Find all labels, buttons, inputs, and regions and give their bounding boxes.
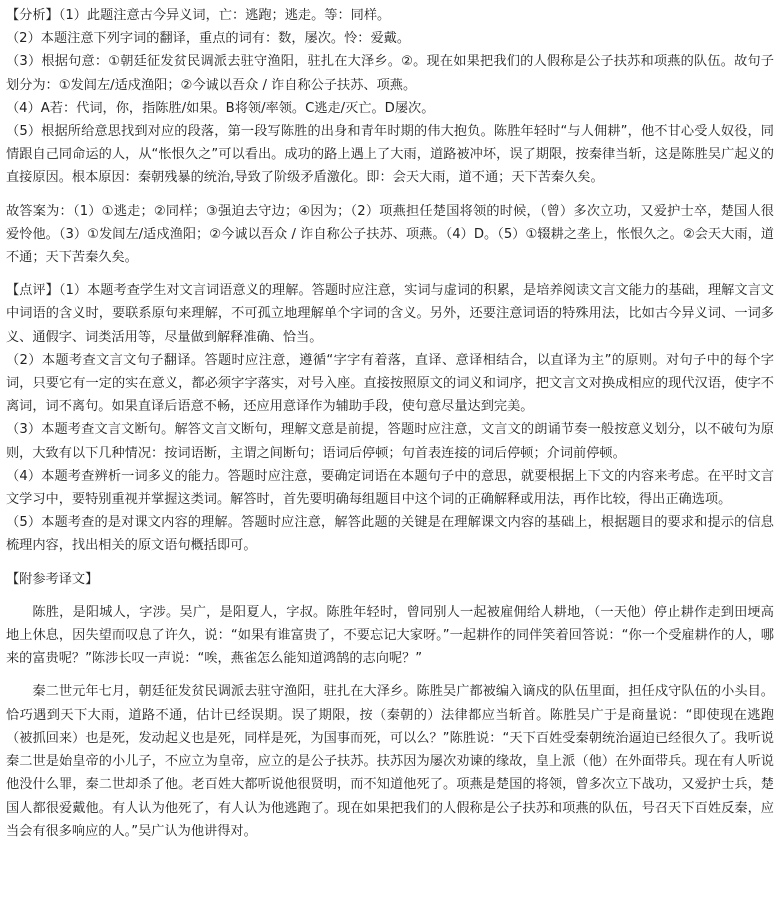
- analysis-item-5: （5）根据所给意思找到对应的段落，第一段写陈胜的出身和青年时期的伟大抱负。陈胜年轻时“与人佣耕”，他不甘心受人奴役，同情跟自己同命运的人，从“怅恨久之”可以看出。成功的路上遇上了大雨，道路被冲坏，误了期限，按秦律当斩，这是陈胜吴广起义的直接原因。根本原因：秦朝残暴的统治,导致了阶级矛盾激化。即：会天大雨，道不通；天下苦秦久矣。: [6, 124, 774, 186]
- section-gap: [6, 269, 774, 279]
- translation-section: [6, 568, 774, 843]
- analysis-section: [6, 4, 774, 190]
- section-gap: [6, 190, 774, 200]
- section-gap: [6, 591, 774, 601]
- translation-paragraph-1: 陈胜，是阳城人，字涉。吴广，是阳夏人，字叔。陈胜年轻时，曾同别人一起被雇佣给人耕地，（一天他）停止耕作走到田埂高地上休息，因失望而叹息了许久，说：“如果有谁富贵了，不要忘记大家呀。”一起耕作的同伴笑着回答说：“你一个受雇耕作的人，哪来的富贵呢？”陈涉长叹一声说：“唉，燕雀怎么能知道鸿鹄的志向呢？”: [6, 604, 774, 667]
- analysis-heading: 【分析】: [6, 8, 59, 23]
- section-gap: [6, 670, 774, 680]
- section-gap: [6, 558, 774, 568]
- answer-text: 故答案为：（1）①逃走；②同样；③强迫去守边；④因为；（2）项燕担任楚国将领的时候，（曾）多次立功，又爱护士卒，楚国人很爱怜他。（3）①发闾左/适戍渔阳；②今诚以吾众 / 诈自称公子扶苏、项燕。（4）D。（5）①辍耕之垄上，怅恨久之。②会天大雨，道不通；天下苦秦久矣。: [6, 203, 774, 266]
- comment-item-5: （5）本题考查的是对课文内容的理解。答题时应注意，解答此题的关键是在理解课文内容的基础上，根据题目的要求和提示的信息梳理内容，找出相关的原文语句概括即可。: [6, 515, 774, 554]
- answer-section: [6, 200, 774, 270]
- analysis-item-4: （4）A若：代词，你，指陈胜/如果。B将领/率领。C逃走/灭亡。D屡次。: [6, 100, 435, 116]
- comment-heading: 【点评】: [6, 283, 59, 299]
- comment-item-1: 【点评】（1）本题考查学生对文言词语意义的理解。答题时应注意，实词与虚词的积累，是培养阅读文言文能力的基础，理解文言文中词语的含义时，要联系原句来理解，不可孤立地理解单个字词的含义。另外，还要注意词语的特殊用法，比如古今异义词、一词多义、通假字、词类活用等，尽量做到解释准确、恰当。: [6, 283, 774, 345]
- comment-item-4: （4）本题考查辨析一词多义的能力。答题时应注意，要确定词语在本题句子中的意思，就要根据上下文的内容来考虑。在平时文言文学习中，要特别重视并掌握这类词。解答时，首先要明确每组题目中这个词的正确解释或用法，再作比较，得出正确选项。: [6, 468, 774, 508]
- translation-paragraph-2: 秦二世元年七月，朝廷征发贫民调派去驻守渔阳，驻扎在大泽乡。陈胜吴广都被编入谪戍的队伍里面，担任戍守队伍的小头目。恰巧遇到天下大雨，道路不通，估计已经误期。误了期限，按（秦朝的）法律都应当斩首。陈胜吴广于是商量说：“即使现在逃跑（被抓回来）也是死，发动起义也是死，同样是死，为国事而死，可以么？”陈胜说：“天下百姓受秦朝统治逼迫已经很久了。我听说秦二世是始皇帝的小儿子，不应立为皇帝，应立的是公子扶苏。扶苏因为屡次劝谏的缘故，皇上派（他）在外面带兵。现在有人听说他没什么罪，秦二世却杀了他。老百姓大都听说他很贤明，而不知道他死了。项燕是楚国的将领，曾多次立下战功，又爱护士兵，楚国人都很爱戴他。有人认为他死了，有人认为他逃跑了。现在如果把我们的人假称是公子扶苏和项燕的队伍，号召天下百姓反秦，应当会有很多响应的人。”吴广认为他讲得对。: [6, 684, 774, 839]
- analysis-item-1: 【分析】（1）此题注意古今异义词，亡：逃跑；逃走。等：同样。: [6, 8, 391, 23]
- comment-item-2: （2）本题考查文言文句子翻译。答题时应注意，遵循“字字有着落，直译、意译相结合，以直译为主”的原则。对句子中的每个字词，只要它有一定的实在意义，都必须字字落实，对号入座。直接按照原文的词义和词序，把文言文对换成相应的现代汉语，使字不离词，词不离句。如果直译后语意不畅，还应用意译作为辅助手段，使句意尽量达到完美。: [6, 352, 774, 415]
- translation-heading: 【附参考译文】: [6, 571, 99, 587]
- analysis-item-3: （3）根据句意：①朝廷征发贫民调派去驻守渔阳，驻扎在大泽乡。②。现在如果把我们的人假称是公子扶苏和项燕的队伍。故句子划分为：①发闾左/适戍渔阳；②今诚以吾众 / 诈自称公子扶苏、项燕。: [6, 54, 774, 93]
- comment-section: [6, 279, 774, 557]
- comment-item-3: （3）本题考查文言文断句。解答文言文断句，理解文意是前提，答题时应注意，文言文的朗诵节奏一般按意义划分，以不破句为原则，大致有以下几种情况：按词语断，主谓之间断句；语词后停顿；句首表连接的词后停顿；介词前停顿。: [6, 422, 774, 461]
- analysis-item-2: （2）本题注意下列字词的翻译，重点的词有：数，屡次。怜：爱戴。: [6, 31, 411, 47]
